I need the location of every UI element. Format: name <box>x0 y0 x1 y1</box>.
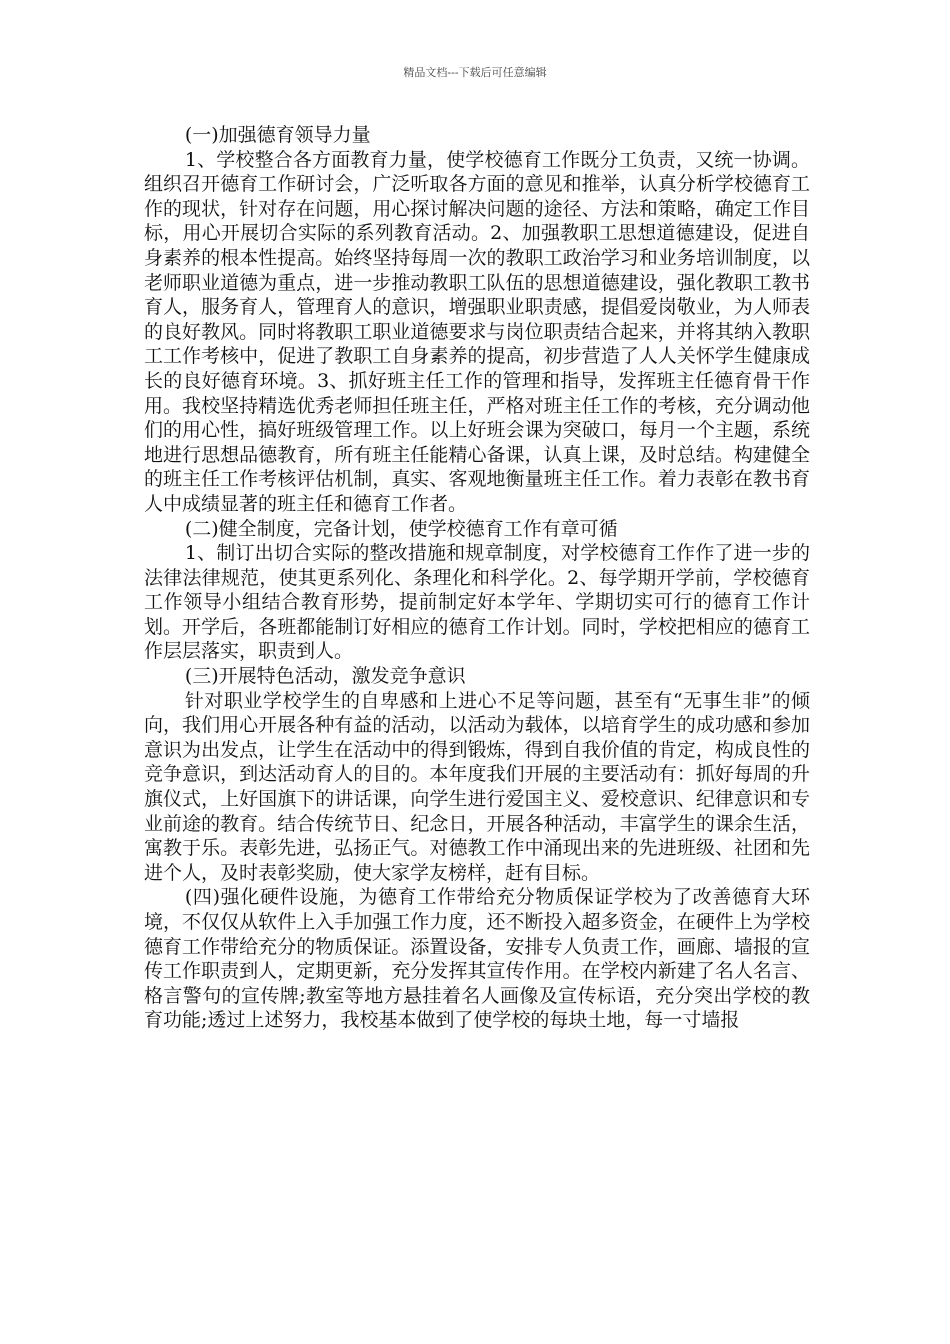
paragraph: 1、学校整合各方面教育力量，使学校德育工作既分工负责，又统一协调。组织召开德育工作研讨会，广泛听取各方面的意见和推举，认真分析学校德育工作的现状，针对存在问题，用心探讨解决问题的途径、方法和策略，确定工作目标，用心开展切合实际的系列教育活动。2、加强教职工思想道德建设，促进自身素养的根本性提高。始终坚持每周一次的教职工政治学习和业务培训制度，以老师职业道德为重点，进一步推动教职工队伍的思想道德建设，强化教职工教书育人，服务育人，管理育人的意识，增强职业职责感，提倡爱岗敬业，为人师表的良好教风。同时将教职工职业道德要求与岗位职责结合起来，并将其纳入教职工工作考核中，促进了教职工自身素养的提高，初步营造了人人关怀学生健康成长的良好德育环境。3、抓好班主任工作的管理和指导，发挥班主任德育骨干作用。我校坚持精选优秀老师担任班主任，严格对班主任工作的考核，充分调动他们的用心性，搞好班级管理工作。以上好班会课为突破口，每月一个主题，系统地进行思想品德教育，所有班主任能精心备课，认真上课，及时总结。构建健全的班主任工作考核评估机制，真实、客观地衡量班主任工作。着力表彰在教书育人中成绩显著的班主任和德育工作者。 <box>144 148 810 515</box>
page-header: 精品文档---下载后可任意编辑 <box>403 66 547 79</box>
paragraph: 1、制订出切合实际的整改措施和规章制度，对学校德育工作作了进一步的法律法律规范，使其更系列化、条理化和科学化。2、每学期开学前，学校德育工作领导小组结合教育形势，提前制定好本学年、学期切实可行的德育工作计划。开学后，各班都能制订好相应的德育工作计划。同时，学校把相应的德育工作层层落实，职责到人。 <box>144 542 810 663</box>
section-heading-3: (三)开展特色活动，激发竞争意识 <box>184 665 466 688</box>
document-body <box>144 123 810 1033</box>
section-heading-1: (一)加强德育领导力量 <box>184 124 371 146</box>
paragraph: (四)强化硬件设施，为德育工作带给充分物质保证学校为了改善德育大环境，不仅仅从软件上入手加强工作力度，还不断投入超多资金，在硬件上为学校德育工作带给充分的物质保证。添置设备，安排专人负责工作，画廊、墙报的宣传工作职责到人，定期更新，充分发挥其宣传作用。在学校内新建了名人名言、格言警句的宣传牌;教室等地方悬挂着名人画像及宣传标语，充分突出学校的教育功能;透过上述努力，我校基本做到了使学校的每块土地，每一寸墙报 <box>144 886 810 1032</box>
section-heading-2: (二)健全制度，完备计划，使学校德育工作有章可循 <box>184 517 618 540</box>
paragraph: 针对职业学校学生的自卑感和上进心不足等问题，甚至有“无事生非”的倾向，我们用心开展各种有益的活动，以活动为载体，以培育学生的成功感和参加意识为出发点，让学生在活动中的得到锻炼，得到自我价值的肯定，构成良性的竞争意识，到达活动育人的目的。本年度我们开展的主要活动有：抓好每周的升旗仪式，上好国旗下的讲话课，向学生进行爱国主义、爱校意识、纪律意识和专业前途的教育。结合传统节日、纪念日，开展各种活动，丰富学生的课余生活，寓教于乐。表彰先进，弘扬正气。对德教工作中涌现出来的先进班级、社团和先进个人，及时表彰奖励，使大家学友榜样，赶有目标。 <box>144 689 810 884</box>
